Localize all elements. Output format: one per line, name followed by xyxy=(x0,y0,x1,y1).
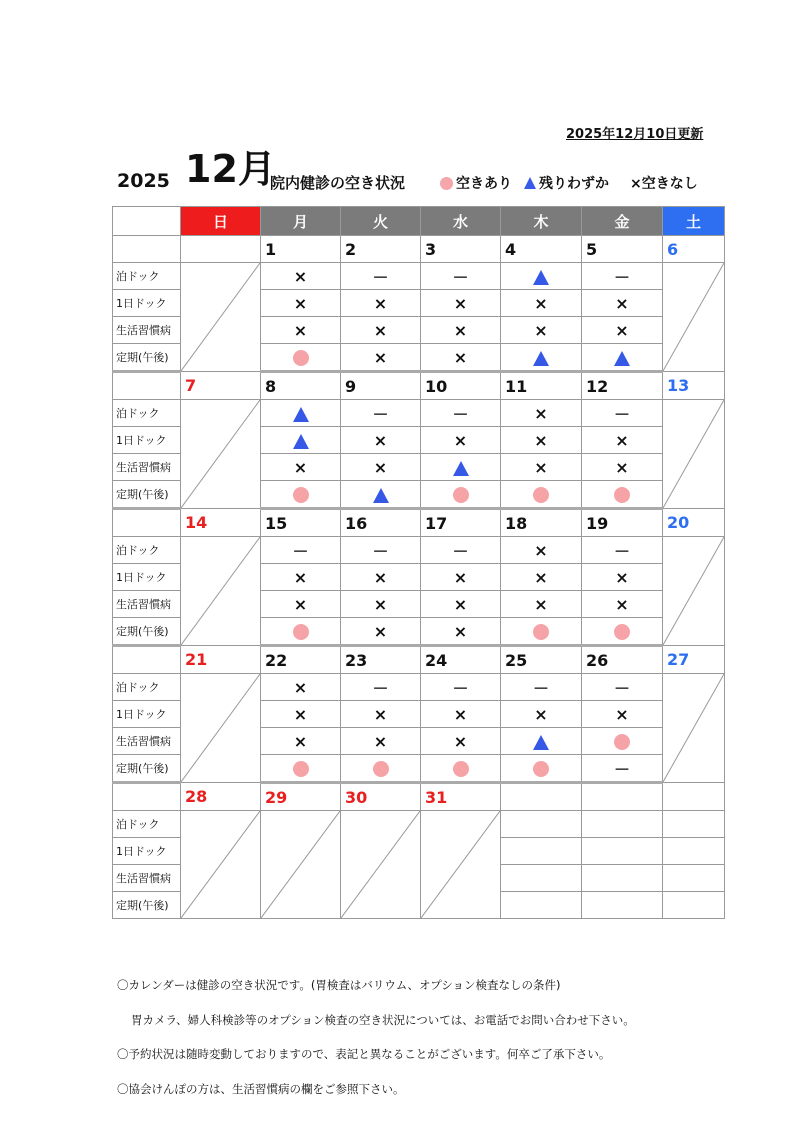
date-cell: 26 xyxy=(582,646,663,674)
availability-cell xyxy=(501,701,582,728)
row-label: 泊ドック xyxy=(113,400,181,427)
empty-cell xyxy=(582,865,663,892)
availability-cell xyxy=(421,618,501,646)
few-left-triangle-icon xyxy=(453,461,469,476)
unavailable-x-mark: × xyxy=(453,293,468,313)
availability-cell xyxy=(582,481,663,509)
empty-cell xyxy=(663,865,725,892)
availability-cell xyxy=(421,728,501,755)
unavailable-x-mark: × xyxy=(373,731,388,751)
note-1: 〇カレンダーは健診の空き状況です。(胃検査はバリウム、オプション検査なしの条件) xyxy=(117,978,561,992)
empty-cell xyxy=(663,838,725,865)
unavailable-x-mark: × xyxy=(453,430,468,450)
sunday-closed-cell xyxy=(181,263,261,372)
date-cell: 28 xyxy=(181,783,261,811)
availability-cell xyxy=(261,400,341,427)
date-cell: 30 xyxy=(341,783,421,811)
row-label: 定期(午後) xyxy=(113,344,181,372)
availability-cell xyxy=(341,427,421,454)
availability-row xyxy=(113,811,725,838)
date-cell xyxy=(582,783,663,811)
date-cell: 6 xyxy=(663,236,725,263)
availability-cell xyxy=(421,427,501,454)
unavailable-x-mark: × xyxy=(615,457,629,477)
few-left-triangle-icon xyxy=(533,735,549,750)
header-corner xyxy=(113,207,181,236)
availability-cell xyxy=(421,564,501,591)
sunday-closed-cell xyxy=(181,400,261,509)
availability-cell xyxy=(261,674,341,701)
unavailable-x-mark: × xyxy=(293,266,308,286)
date-row xyxy=(113,509,725,537)
few-left-triangle-icon xyxy=(293,434,309,449)
availability-cell xyxy=(421,701,501,728)
not-offered-dash: － xyxy=(372,541,389,561)
unavailable-x-mark: × xyxy=(373,594,388,614)
unavailable-x-mark: × xyxy=(534,293,548,313)
unavailable-x-mark: × xyxy=(615,594,629,614)
weekday-header: 火 xyxy=(341,207,421,236)
available-circle-icon xyxy=(614,624,630,640)
availability-cell xyxy=(501,427,582,454)
unavailable-x-mark: × xyxy=(373,704,388,724)
unavailable-x-mark: × xyxy=(453,731,468,751)
availability-row xyxy=(113,263,725,290)
row-label: 生活習慣病 xyxy=(113,454,181,481)
not-offered-dash: － xyxy=(613,267,630,287)
availability-cell xyxy=(421,537,501,564)
not-offered-dash: － xyxy=(452,541,469,561)
date-cell: 8 xyxy=(261,372,341,400)
date-cell: 18 xyxy=(501,509,582,537)
circle-icon xyxy=(440,177,453,190)
unavailable-x-mark: × xyxy=(293,594,308,614)
date-row-label xyxy=(113,372,181,400)
empty-cell xyxy=(582,838,663,865)
availability-cell xyxy=(261,564,341,591)
unavailable-x-mark: × xyxy=(453,320,468,340)
date-cell xyxy=(663,783,725,811)
available-circle-icon xyxy=(533,624,549,640)
closed-cell xyxy=(421,811,501,919)
date-cell: 22 xyxy=(261,646,341,674)
date-cell: 9 xyxy=(341,372,421,400)
not-offered-dash: － xyxy=(613,678,630,698)
availability-cell xyxy=(341,263,421,290)
unavailable-x-mark: × xyxy=(534,457,548,477)
row-label: 泊ドック xyxy=(113,537,181,564)
availability-cell xyxy=(421,290,501,317)
date-cell: 2 xyxy=(341,236,421,263)
unavailable-x-mark: × xyxy=(453,594,468,614)
sunday-closed-cell xyxy=(181,811,261,919)
unavailable-x-mark: × xyxy=(373,347,388,367)
availability-cell xyxy=(501,755,582,783)
availability-cell xyxy=(421,400,501,427)
available-circle-icon xyxy=(533,487,549,503)
availability-cell xyxy=(501,454,582,481)
date-cell: 17 xyxy=(421,509,501,537)
availability-cell xyxy=(341,537,421,564)
few-left-triangle-icon xyxy=(533,351,549,366)
date-row-label xyxy=(113,783,181,811)
not-offered-dash: － xyxy=(372,678,389,698)
weekday-header: 水 xyxy=(421,207,501,236)
availability-cell xyxy=(501,537,582,564)
date-row xyxy=(113,236,725,263)
row-label: 1日ドック xyxy=(113,290,181,317)
date-cell: 14 xyxy=(181,509,261,537)
unavailable-x-mark: × xyxy=(534,567,548,587)
availability-cell xyxy=(261,728,341,755)
weekday-header: 土 xyxy=(663,207,725,236)
weekday-header: 木 xyxy=(501,207,582,236)
date-cell: 16 xyxy=(341,509,421,537)
availability-cell xyxy=(421,674,501,701)
date-cell: 5 xyxy=(582,236,663,263)
weekday-header: 月 xyxy=(261,207,341,236)
unavailable-x-mark: × xyxy=(615,567,629,587)
availability-cell xyxy=(501,674,582,701)
not-offered-dash: － xyxy=(452,678,469,698)
availability-cell xyxy=(421,481,501,509)
availability-cell xyxy=(261,344,341,372)
availability-cell xyxy=(421,263,501,290)
availability-cell xyxy=(582,537,663,564)
availability-cell xyxy=(261,427,341,454)
date-cell: 19 xyxy=(582,509,663,537)
not-offered-dash: － xyxy=(292,541,309,561)
availability-cell xyxy=(582,454,663,481)
availability-cell xyxy=(582,400,663,427)
availability-cell xyxy=(261,290,341,317)
weekday-header: 金 xyxy=(582,207,663,236)
date-cell: 20 xyxy=(663,509,725,537)
date-cell: 7 xyxy=(181,372,261,400)
empty-cell xyxy=(663,811,725,838)
legend-none-label: ×空きなし xyxy=(630,176,698,192)
availability-cell xyxy=(341,618,421,646)
availability-cell xyxy=(261,755,341,783)
date-cell xyxy=(501,783,582,811)
availability-calendar xyxy=(112,206,725,919)
not-offered-dash: － xyxy=(613,541,630,561)
availability-row xyxy=(113,537,725,564)
legend-few-label: 残りわずか xyxy=(539,176,609,192)
availability-cell xyxy=(582,564,663,591)
empty-cell xyxy=(501,838,582,865)
date-cell: 23 xyxy=(341,646,421,674)
date-cell: 21 xyxy=(181,646,261,674)
sunday-closed-cell xyxy=(181,674,261,783)
note-3: 〇予約状況は随時変動しておりますので、表記と異なることがございます。何卒ご了承下さい。 xyxy=(117,1047,611,1061)
availability-cell xyxy=(582,263,663,290)
unavailable-x-mark: × xyxy=(293,704,308,724)
empty-cell xyxy=(663,892,725,919)
saturday-closed-cell xyxy=(663,400,725,509)
unavailable-x-mark: × xyxy=(373,567,388,587)
available-circle-icon xyxy=(533,761,549,777)
unavailable-x-mark: × xyxy=(453,347,468,367)
row-label: 生活習慣病 xyxy=(113,728,181,755)
few-left-triangle-icon xyxy=(293,407,309,422)
empty-cell xyxy=(582,811,663,838)
unavailable-x-mark: × xyxy=(534,704,548,724)
row-label: 定期(午後) xyxy=(113,755,181,783)
availability-cell xyxy=(341,564,421,591)
closed-cell xyxy=(261,811,341,919)
availability-cell xyxy=(501,317,582,344)
unavailable-x-mark: × xyxy=(373,430,388,450)
empty-cell xyxy=(501,811,582,838)
date-cell: 12 xyxy=(582,372,663,400)
row-label: 生活習慣病 xyxy=(113,591,181,618)
availability-cell xyxy=(261,618,341,646)
date-cell: 31 xyxy=(421,783,501,811)
legend-available-label: 空きあり xyxy=(456,176,512,192)
available-circle-icon xyxy=(293,624,309,640)
date-cell: 24 xyxy=(421,646,501,674)
few-left-triangle-icon xyxy=(373,488,389,503)
few-left-triangle-icon xyxy=(614,351,630,366)
unavailable-x-mark: × xyxy=(534,403,548,423)
date-cell: 25 xyxy=(501,646,582,674)
row-label: 定期(午後) xyxy=(113,892,181,919)
unavailable-x-mark: × xyxy=(373,320,388,340)
availability-cell xyxy=(582,317,663,344)
availability-cell xyxy=(582,618,663,646)
date-cell: 3 xyxy=(421,236,501,263)
not-offered-dash: － xyxy=(613,404,630,424)
not-offered-dash: － xyxy=(532,678,549,698)
availability-row xyxy=(113,674,725,701)
few-left-triangle-icon xyxy=(533,270,549,285)
availability-cell xyxy=(261,537,341,564)
date-row xyxy=(113,646,725,674)
unavailable-x-mark: × xyxy=(534,430,548,450)
available-circle-icon xyxy=(453,761,469,777)
availability-cell xyxy=(421,344,501,372)
availability-cell xyxy=(341,591,421,618)
unavailable-x-mark: × xyxy=(615,430,629,450)
availability-cell xyxy=(501,591,582,618)
updated-date: 2025年12月10日更新 xyxy=(566,127,704,142)
unavailable-x-mark: × xyxy=(293,731,308,751)
unavailable-x-mark: × xyxy=(453,567,468,587)
availability-cell xyxy=(421,317,501,344)
availability-cell xyxy=(501,290,582,317)
availability-cell xyxy=(341,400,421,427)
date-cell: 29 xyxy=(261,783,341,811)
unavailable-x-mark: × xyxy=(293,677,308,697)
unavailable-x-mark: × xyxy=(373,293,388,313)
empty-cell xyxy=(501,892,582,919)
availability-cell xyxy=(501,481,582,509)
row-label: 1日ドック xyxy=(113,701,181,728)
row-label: 泊ドック xyxy=(113,674,181,701)
date-row-label xyxy=(113,646,181,674)
sunday-closed-cell xyxy=(181,537,261,646)
availability-cell xyxy=(582,701,663,728)
available-circle-icon xyxy=(293,350,309,366)
date-cell: 11 xyxy=(501,372,582,400)
availability-cell xyxy=(341,728,421,755)
availability-cell xyxy=(341,755,421,783)
calendar-year: 2025 xyxy=(117,170,170,192)
available-circle-icon xyxy=(293,487,309,503)
available-circle-icon xyxy=(614,734,630,750)
availability-cell xyxy=(501,344,582,372)
legend-few xyxy=(524,173,609,193)
row-label: 1日ドック xyxy=(113,427,181,454)
availability-cell xyxy=(341,290,421,317)
unavailable-x-mark: × xyxy=(615,293,629,313)
unavailable-x-mark: × xyxy=(615,704,629,724)
availability-cell xyxy=(582,427,663,454)
availability-cell xyxy=(261,701,341,728)
calendar-month: 12月 xyxy=(185,147,276,191)
legend-none xyxy=(630,173,698,193)
unavailable-x-mark: × xyxy=(534,540,548,560)
legend-available xyxy=(440,173,512,193)
available-circle-icon xyxy=(614,487,630,503)
saturday-closed-cell xyxy=(663,263,725,372)
unavailable-x-mark: × xyxy=(373,621,388,641)
row-label: 定期(午後) xyxy=(113,618,181,646)
row-label: 泊ドック xyxy=(113,811,181,838)
not-offered-dash: － xyxy=(613,759,630,779)
empty-cell xyxy=(582,892,663,919)
availability-cell xyxy=(261,317,341,344)
saturday-closed-cell xyxy=(663,674,725,783)
row-label: 泊ドック xyxy=(113,263,181,290)
availability-row xyxy=(113,400,725,427)
closed-cell xyxy=(341,811,421,919)
row-label: 1日ドック xyxy=(113,838,181,865)
availability-cell xyxy=(582,674,663,701)
availability-cell xyxy=(501,728,582,755)
date-cell: 1 xyxy=(261,236,341,263)
not-offered-dash: － xyxy=(452,404,469,424)
availability-cell xyxy=(261,454,341,481)
saturday-closed-cell xyxy=(663,537,725,646)
date-cell: 13 xyxy=(663,372,725,400)
not-offered-dash: － xyxy=(452,267,469,287)
date-row-label xyxy=(113,509,181,537)
date-row xyxy=(113,372,725,400)
triangle-icon xyxy=(524,177,536,189)
weekday-header-row xyxy=(113,207,725,236)
availability-cell xyxy=(261,263,341,290)
availability-cell xyxy=(582,591,663,618)
unavailable-x-mark: × xyxy=(293,457,308,477)
availability-cell xyxy=(261,591,341,618)
availability-cell xyxy=(341,701,421,728)
unavailable-x-mark: × xyxy=(534,320,548,340)
availability-cell xyxy=(501,400,582,427)
availability-cell xyxy=(582,290,663,317)
unavailable-x-mark: × xyxy=(293,567,308,587)
unavailable-x-mark: × xyxy=(453,704,468,724)
unavailable-x-mark: × xyxy=(534,594,548,614)
row-label: 定期(午後) xyxy=(113,481,181,509)
availability-cell xyxy=(341,317,421,344)
availability-cell xyxy=(421,755,501,783)
unavailable-x-mark: × xyxy=(293,293,308,313)
page-title: 院内健診の空き状況 xyxy=(270,174,406,192)
availability-cell xyxy=(582,728,663,755)
empty-cell xyxy=(501,865,582,892)
available-circle-icon xyxy=(293,761,309,777)
available-circle-icon xyxy=(453,487,469,503)
date-cell: 27 xyxy=(663,646,725,674)
note-2: 胃カメラ、婦人科検診等のオプション検査の空き状況については、お電話でお問い合わせ下さい。 xyxy=(131,1012,635,1027)
weekday-header: 日 xyxy=(181,207,261,236)
availability-cell xyxy=(501,618,582,646)
not-offered-dash: － xyxy=(372,267,389,287)
date-row-label xyxy=(113,236,181,263)
row-label: 生活習慣病 xyxy=(113,317,181,344)
availability-cell xyxy=(421,591,501,618)
availability-cell xyxy=(582,755,663,783)
unavailable-x-mark: × xyxy=(293,320,308,340)
note-4: 〇協会けんぽの方は、生活習慣病の欄をご参照下さい。 xyxy=(117,1081,405,1096)
date-cell: 15 xyxy=(261,509,341,537)
date-row xyxy=(113,783,725,811)
availability-cell xyxy=(501,263,582,290)
availability-cell xyxy=(501,564,582,591)
availability-cell xyxy=(582,344,663,372)
availability-cell xyxy=(341,454,421,481)
date-cell: 10 xyxy=(421,372,501,400)
unavailable-x-mark: × xyxy=(373,457,388,477)
date-cell: 4 xyxy=(501,236,582,263)
availability-cell xyxy=(341,481,421,509)
row-label: 生活習慣病 xyxy=(113,865,181,892)
availability-cell xyxy=(421,454,501,481)
row-label: 1日ドック xyxy=(113,564,181,591)
date-cell xyxy=(181,236,261,263)
notes xyxy=(117,968,635,1106)
unavailable-x-mark: × xyxy=(615,320,629,340)
not-offered-dash: － xyxy=(372,404,389,424)
availability-cell xyxy=(341,344,421,372)
availability-cell xyxy=(261,481,341,509)
availability-cell xyxy=(341,674,421,701)
available-circle-icon xyxy=(373,761,389,777)
unavailable-x-mark: × xyxy=(453,621,468,641)
